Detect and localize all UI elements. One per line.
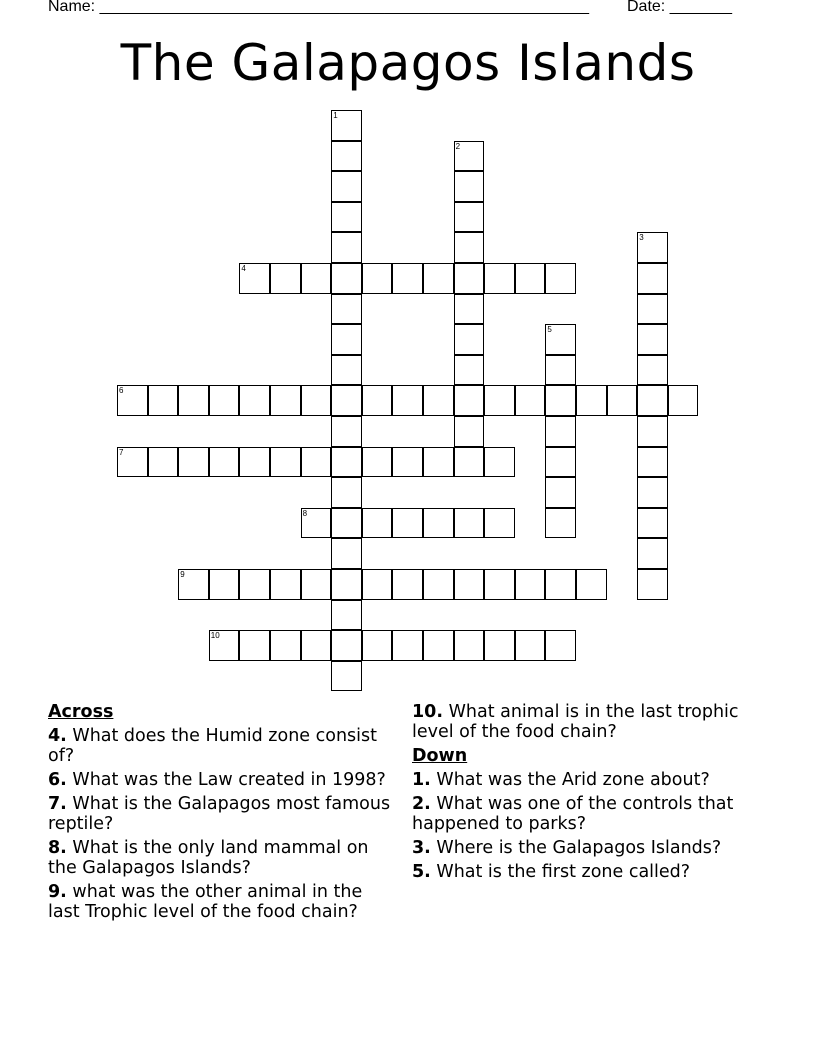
clue-number: 1 [333, 111, 338, 120]
crossword-cell[interactable] [423, 447, 454, 478]
clues-left-column [48, 702, 396, 926]
crossword-cell[interactable] [331, 232, 362, 263]
crossword-cell[interactable] [637, 263, 668, 294]
crossword-cell[interactable] [637, 477, 668, 508]
clue-number: 6 [119, 386, 124, 396]
crossword-cell[interactable] [178, 385, 209, 416]
clue-number: 3 [639, 233, 644, 243]
crossword-cell[interactable] [545, 324, 576, 355]
crossword-cell[interactable] [637, 294, 668, 325]
crossword-cell[interactable] [545, 477, 576, 508]
crossword-cell[interactable] [362, 569, 393, 600]
page-title: The Galapagos Islands [120, 34, 696, 92]
crossword-cell[interactable] [209, 447, 240, 478]
clue-across-8: 8. What is the only land mammal on the Galapagos Islands? [48, 838, 369, 878]
crossword-cell[interactable] [637, 569, 668, 600]
crossword-cell[interactable] [178, 447, 209, 478]
crossword-cell[interactable] [484, 569, 515, 600]
crossword-cell[interactable] [392, 447, 423, 478]
crossword-cell[interactable] [454, 447, 485, 478]
crossword-cell[interactable] [331, 324, 362, 355]
crossword-cell[interactable] [392, 508, 423, 539]
clues-right-column [412, 702, 760, 886]
crossword-cell[interactable] [209, 569, 240, 600]
crossword-cell[interactable] [362, 263, 393, 294]
crossword-cell[interactable] [454, 630, 485, 661]
crossword-cell[interactable] [637, 355, 668, 386]
crossword-cell[interactable] [209, 630, 240, 661]
crossword-cell[interactable] [362, 508, 393, 539]
crossword-cell[interactable] [117, 385, 148, 416]
crossword-cell[interactable] [484, 508, 515, 539]
crossword-cell[interactable] [454, 416, 485, 447]
crossword-cell[interactable] [331, 294, 362, 325]
clue-number: 7 [119, 447, 124, 457]
crossword-cell[interactable] [484, 630, 515, 661]
crossword-cell[interactable] [270, 447, 301, 478]
clue-number: 4 [241, 264, 246, 273]
crossword-cell[interactable] [515, 630, 546, 661]
crossword-cell[interactable] [178, 569, 209, 600]
crossword-cell[interactable] [331, 141, 362, 172]
crossword-cell[interactable] [454, 171, 485, 202]
crossword-cell[interactable] [576, 569, 607, 600]
crossword-cell[interactable] [576, 385, 607, 416]
crossword-cell[interactable] [331, 355, 362, 386]
crossword-cell[interactable] [362, 447, 393, 478]
crossword-cell[interactable] [637, 324, 668, 355]
crossword-cell[interactable] [484, 263, 515, 294]
crossword-cell[interactable] [637, 538, 668, 569]
clue-number: 8 [302, 508, 308, 518]
clue-across-10: 10. What animal is in the last trophic level of the food chain? [412, 702, 739, 742]
crossword-cell[interactable] [423, 569, 454, 600]
clue-across-6: 6. What was the Law created in 1998? [48, 770, 386, 790]
crossword-cell[interactable] [545, 263, 576, 294]
crossword-cell[interactable] [331, 110, 362, 141]
crossword-cell[interactable] [331, 508, 362, 539]
clue-down-5: 5. What is the first zone called? [412, 862, 691, 882]
clue-number: 10 [210, 631, 220, 641]
clue-across-9: 9. what was the other animal in the last Trophic level of the food chain? [48, 882, 363, 922]
crossword-cell[interactable] [270, 630, 301, 661]
crossword-cell[interactable] [239, 385, 270, 416]
across-heading: Across [48, 702, 114, 722]
crossword-cell[interactable] [331, 171, 362, 202]
crossword-cell[interactable] [331, 202, 362, 233]
crossword-cell[interactable] [239, 447, 270, 478]
crossword-cell[interactable] [362, 385, 393, 416]
crossword-cell[interactable] [545, 355, 576, 386]
crossword-cell[interactable] [454, 569, 485, 600]
clue-down-3: 3. Where is the Galapagos Islands? [412, 838, 722, 858]
crossword-cell[interactable] [331, 447, 362, 478]
crossword-cell[interactable] [454, 385, 485, 416]
crossword-cell[interactable] [454, 324, 485, 355]
crossword-cell[interactable] [515, 569, 546, 600]
crossword-cell[interactable] [545, 385, 576, 416]
crossword-cell[interactable] [331, 538, 362, 569]
crossword-cell[interactable] [454, 355, 485, 386]
crossword-cell[interactable] [148, 447, 179, 478]
crossword-cell[interactable] [484, 447, 515, 478]
clue-number: 2 [455, 141, 461, 151]
crossword-cell[interactable] [454, 294, 485, 325]
crossword-cell[interactable] [209, 385, 240, 416]
crossword-cell[interactable] [668, 385, 699, 416]
crossword-cell[interactable] [515, 385, 546, 416]
crossword-cell[interactable] [148, 385, 179, 416]
crossword-cell[interactable] [545, 630, 576, 661]
crossword-cell[interactable] [331, 661, 362, 692]
crossword-cell[interactable] [270, 569, 301, 600]
crossword-cell[interactable] [607, 385, 638, 416]
crossword-cell[interactable] [637, 385, 668, 416]
name-field[interactable]: Name: _______________________________________________________ [48, 0, 589, 15]
crossword-cell[interactable] [392, 263, 423, 294]
date-field[interactable]: Date: _______ [627, 0, 732, 15]
clue-down-1: 1. What was the Arid zone about? [412, 770, 710, 790]
down-heading: Down [412, 746, 468, 766]
clue-number: 9 [180, 570, 185, 579]
crossword-cell[interactable] [454, 232, 485, 263]
crossword-cell[interactable] [331, 477, 362, 508]
crossword-cell[interactable] [515, 263, 546, 294]
crossword-cell[interactable] [301, 630, 332, 661]
crossword-cell[interactable] [331, 600, 362, 631]
clue-across-7: 7. What is the Galapagos most famous reptile? [48, 794, 391, 834]
crossword-cell[interactable] [545, 447, 576, 478]
crossword-cell[interactable] [117, 447, 148, 478]
crossword-cell[interactable] [454, 141, 485, 172]
clue-number: 5 [547, 325, 552, 335]
crossword-cell[interactable] [484, 385, 515, 416]
crossword-cell[interactable] [270, 263, 301, 294]
crossword-cell[interactable] [239, 263, 270, 294]
crossword-cell[interactable] [454, 508, 485, 539]
crossword-cell[interactable] [637, 416, 668, 447]
crossword-cell[interactable] [301, 385, 332, 416]
crossword-cell[interactable] [392, 630, 423, 661]
crossword-cell[interactable] [423, 630, 454, 661]
crossword-cell[interactable] [301, 263, 332, 294]
crossword-cell[interactable] [637, 508, 668, 539]
crossword-cell[interactable] [545, 508, 576, 539]
crossword-cell[interactable] [331, 569, 362, 600]
crossword-cell[interactable] [331, 263, 362, 294]
crossword-cell[interactable] [637, 447, 668, 478]
crossword-cell[interactable] [454, 202, 485, 233]
crossword-cell[interactable] [270, 385, 301, 416]
crossword-cell[interactable] [423, 385, 454, 416]
crossword-cell[interactable] [392, 569, 423, 600]
crossword-cell[interactable] [362, 630, 393, 661]
crossword-cell[interactable] [423, 508, 454, 539]
crossword-cell[interactable] [454, 263, 485, 294]
crossword-cell[interactable] [239, 630, 270, 661]
crossword-cell[interactable] [331, 630, 362, 661]
crossword-cell[interactable] [423, 263, 454, 294]
crossword-cell[interactable] [392, 385, 423, 416]
crossword-cell[interactable] [239, 569, 270, 600]
crossword-cell[interactable] [331, 416, 362, 447]
crossword-cell[interactable] [331, 385, 362, 416]
crossword-cell[interactable] [545, 569, 576, 600]
clue-down-2: 2. What was one of the controls that happened to parks? [412, 794, 734, 834]
crossword-cell[interactable] [637, 232, 668, 263]
crossword-cell[interactable] [301, 508, 332, 539]
clue-across-4: 4. What does the Humid zone consist of? [48, 726, 378, 766]
crossword-cell[interactable] [301, 569, 332, 600]
crossword-cell[interactable] [301, 447, 332, 478]
crossword-cell[interactable] [545, 416, 576, 447]
